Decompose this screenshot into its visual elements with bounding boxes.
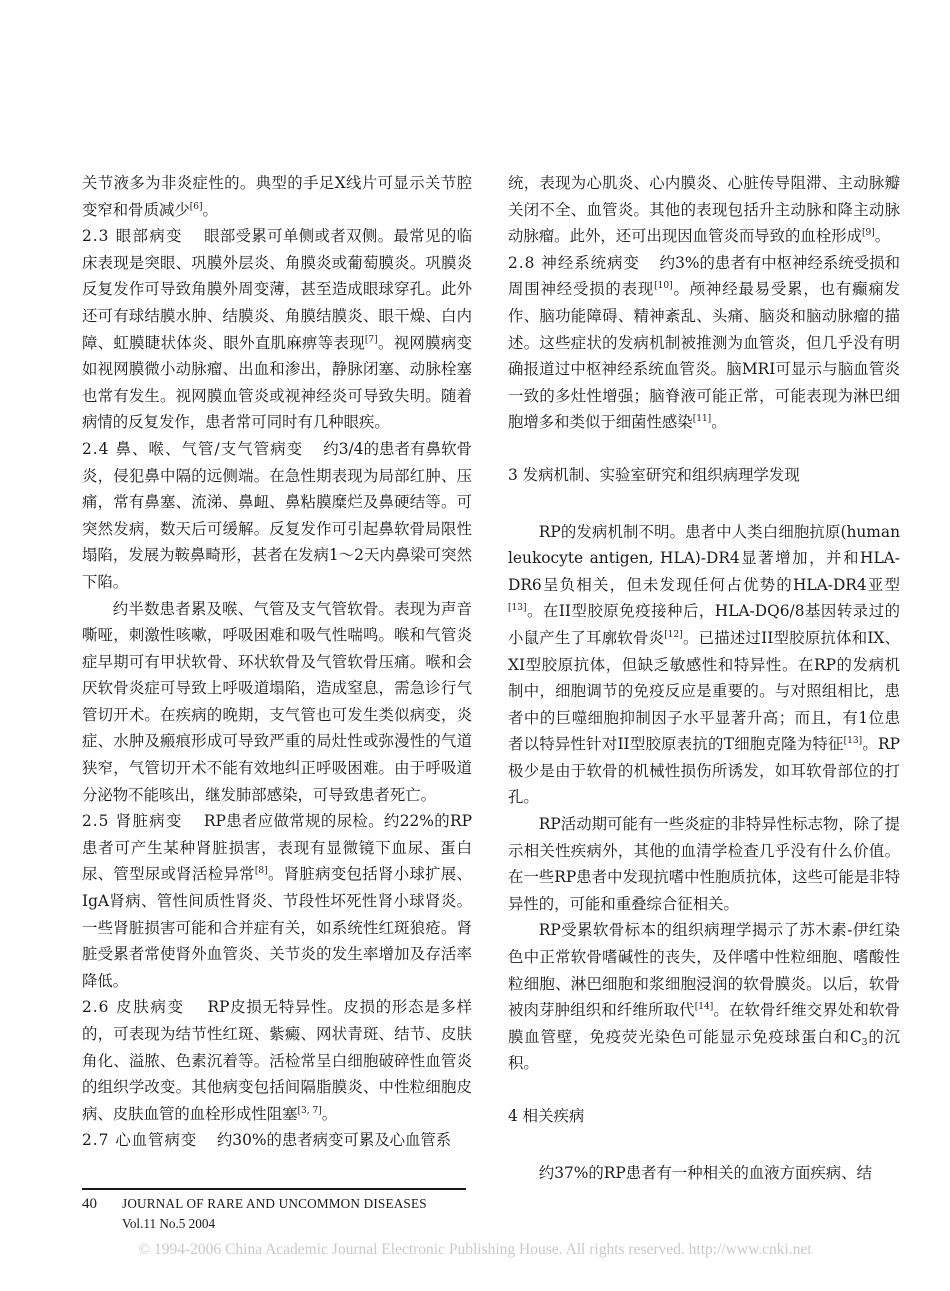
paragraph-larynx: 约半数患者累及喉、气管及支气管软骨。表现为声音嘶哑，刺激性咳嗽，呼吸困难和吸气性喘鸣。喉和气管炎症早期可有甲状软骨、环状软骨及气管软骨压痛。喉和会厌软骨炎症可导致上呼吸道塌陷，造成窒息，需急诊行气管切开术。在疾病的晚期，支气管也可发生类似病变，炎症、水肿及瘢痕形成可导致严重的局灶性或弥漫性的气道狭窄，气管切开术不能有效地纠正呼吸困难。由于呼吸道分泌物不能咳出，继发肺部感染，可导致患者死亡。 [82,599,472,804]
paragraph-histopathology: RP受累软骨标本的组织病理学揭示了苏木素-伊红染色中正常软骨嗜碱性的丧失，及伴嗜中性粒细胞、嗜酸性粒细胞、淋巴细胞和浆细胞浸润的软骨膜炎。以后，软骨被肉芽肿组织和纤维所取代[14]。在软骨纤维交界处和软骨膜血管壁，免疫荧光染色可能显示免疫球蛋白和$C_3$的沉积。 [508,921,900,1073]
spacer [508,1130,900,1160]
section-heading-nose: 2.4 鼻、喉、气管/支气管病变 [82,439,304,458]
page-footer [82,1194,427,1234]
section-heading-eye: 2.3 眼部病变 [82,227,183,246]
paragraph-pathogenesis: RP的发病机制不明。患者中人类白细胞抗原(human leukocyte antigen, HLA)-DR4显著增加，并和HLA-DR6呈负相关，但未发现任何占优势的HLA-DR4亚型[13]。在II型胶原免疫接种后，HLA-DQ6/8基因转录过的小鼠产生了耳廓软骨炎[12]。已描述过II型胶原抗体和IX、XI型胶原抗体，但缺乏敏感性和特异性。在RP的发病机制中，细胞调节的免疫反应是重要的。与对照组相比，患者中的巨噬细胞抑制因子水平显著升高；而且，有1位患者以特异性针对II型胶原表抗的T细胞克隆为特征[13]。RP极少是由于软骨的机械性损伤所诱发，如耳软骨部位的打孔。 [508,522,900,807]
right-column [508,170,900,1186]
subscript: 3 [861,1037,868,1048]
footer-rule [82,1188,466,1190]
section-skin: 2.6 皮肤病变 RP皮损无特异性。皮损的形态是多样的，可表现为结节性红斑、紫癜、网状青斑、结节、皮肤角化、溢脓、色素沉着等。活检常呈白细胞破碎性血管炎的组织学改变。其他病变包括间隔脂膜炎、中性粒细胞皮病、皮肤血管的血栓形成性阻塞[3, 7]。 [82,998,472,1123]
paragraph-joint-fluid: 关节液多为非炎症性的。典型的手足X线片可显示关节腔变窄和骨质减少[6]。 [82,174,472,219]
citation: [13] [508,603,527,614]
paragraph-serology: RP活动期可能有一些炎症的非特异性标志物，除了提示相关性疾病外，其他的血清学检查几乎没有什么价值。在一些RP患者中发现抗嗜中性胞质抗体，这些可能是非特异性的，可能和重叠综合征相关。 [508,815,900,913]
citation: [9] [862,228,875,239]
section-heading-neuro: 2.8 神经系统病变 [508,253,640,272]
section-heading-skin: 2.6 皮肤病变 [82,998,185,1017]
section-neuro: 2.8 神经系统病变 约3%的患者有中枢神经系统受损和周围神经受损的表现[10]。颅神经最易受累，也有癫痫发作、脑功能障碍、精神紊乱、头痛、脑炎和脑动脉瘤的描述。这些症状的发病机制被推测为血管炎，但几乎没有明确报道过中枢神经系统血管炎。脑MRI可显示与脑血管炎一致的多灶性增强；脑脊液可能正常，可能表现为淋巴细胞增多和类似于细菌性感染[11]。 [508,253,900,432]
section-eye: 2.3 眼部病变 眼部受累可单侧或者双侧。最常见的临床表现是突眼、巩膜外层炎、角膜炎或葡萄膜炎。巩膜炎反复发作可导致角膜外周变薄，甚至造成眼球穿孔。此外还可有球结膜水肿、结膜炎、角膜结膜炎、眼干燥、白内障、虹膜睫状体炎、眼外直肌麻痹等表现[7]。视网膜病变如视网膜微小动脉瘤、出血和渗出，静脉闭塞、动脉栓塞也常有发生。视网膜血管炎或视神经炎可导致失明。随着病情的反复发作，患者常可同时有几种眼疾。 [82,227,472,432]
spacer [508,489,900,519]
spacer [508,1077,900,1103]
journal-volume: Vol.11 No.5 2004 [122,1216,216,1231]
citation: [10] [654,281,673,292]
journal-name: JOURNAL OF RARE AND UNCOMMON DISEASES [122,1196,427,1211]
section-kidney: 2.5 肾脏病变 RP患者应做常规的尿检。约22%的RP患者可产生某种肾脏损害，表现有显微镜下血尿、蛋白尿、管型尿或肾活检异常[8]。肾脏病变包括肾小球扩展、IgA肾病、管性间质性肾炎、节段性坏死性肾小球肾炎。一些肾脏损害可能和合并症有关，如系统性红斑狼疮。肾脏受累者常使肾外血管炎、关节炎的发生率增加及存活率降低。 [82,812,472,990]
section-heading-4: 4 相关疾病 [508,1107,585,1125]
section-heart: 2.7 心血管病变 约30%的患者病变可累及心血管系 [82,1131,452,1150]
left-column [82,170,472,1154]
citation: [14] [694,1002,714,1013]
citation: [13] [843,736,863,747]
paragraph-related-diseases: 约37%的RP患者有一种相关的血液方面疾病、结 [538,1163,872,1182]
copyright-watermark: © 1994-2006 China Academic Journal Electronic Publishing House. All rights reserved. http://www.cnki.net [138,1241,812,1258]
footer-line-1 [82,1194,427,1214]
section-nose: 2.4 鼻、喉、气管/支气管病变 约3/4的患者有鼻软骨炎，侵犯鼻中隔的远侧端。在急性期表现为局部红肿、压痛，常有鼻塞、流涕、鼻衄、鼻粘膜糜烂及鼻硬结等。可突然发病，数天后可缓解。反复发作可引起鼻软骨局限性塌陷，发展为鞍鼻畸形，甚者在发病1～2天内鼻梁可突然下陷。 [82,439,472,591]
spacer [508,436,900,462]
page-number: 40 [82,1196,97,1212]
paragraph-heart-cont: 统，表现为心肌炎、心内膜炎、心脏传导阻滞、主动脉瓣关闭不全、血管炎。其他的表现包括升主动脉和降主动脉动脉瘤。此外，还可出现因血管炎而导致的血栓形成[9]。 [508,174,900,246]
section-heading-kidney: 2.5 肾脏病变 [82,812,183,831]
citation: [12] [664,629,683,640]
citation: [7] [364,334,378,345]
citation: [11] [692,414,712,425]
section-heading-3: 3 发病机制、实验室研究和组织病理学发现 [508,465,800,484]
citation: [3, 7] [297,1105,322,1116]
citation: [6] [189,201,203,212]
section-heading-heart: 2.7 心血管病变 [82,1131,198,1150]
citation: [8] [254,866,268,877]
